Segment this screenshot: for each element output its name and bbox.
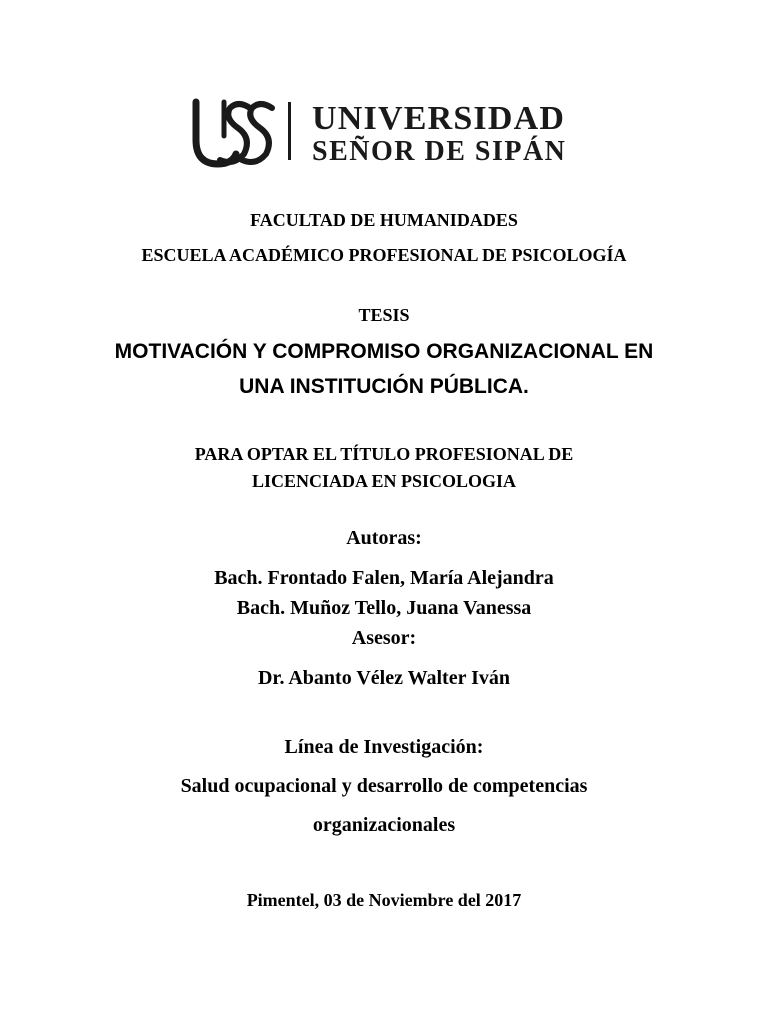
degree-purpose-line2: LICENCIADA EN PSICOLOGIA (251, 471, 517, 491)
university-name-line2: SEÑOR DE SIPÁN (312, 136, 567, 167)
university-name-line1: UNIVERSIDAD (312, 100, 566, 137)
uss-monogram-icon (188, 96, 278, 172)
logo-divider (288, 102, 291, 160)
research-line-text-2: organizacionales (312, 814, 456, 836)
faculty-heading: FACULTAD DE HUMANIDADES (250, 210, 518, 230)
advisor-label: Asesor: (351, 627, 417, 649)
document-type: TESIS (358, 305, 410, 325)
thesis-title-line1: MOTIVACIÓN Y COMPROMISO ORGANIZACIONAL EN (114, 340, 654, 363)
author-name: Bach. Muñoz Tello, Juana Vanessa (236, 597, 532, 619)
place-and-date: Pimentel, 03 de Noviembre del 2017 (246, 890, 522, 910)
university-logo (188, 96, 578, 172)
thesis-title-line2: UNA INSTITUCIÓN PÚBLICA. (239, 375, 529, 398)
author-name: Bach. Frontado Falen, María Alejandra (214, 567, 554, 589)
degree-purpose-line1: PARA OPTAR EL TÍTULO PROFESIONAL DE (194, 444, 574, 464)
research-line-label: Línea de Investigación: (284, 736, 484, 758)
authors-label: Autoras: (346, 527, 422, 549)
school-heading: ESCUELA ACADÉMICO PROFESIONAL DE PSICOLOGÍA (141, 245, 627, 265)
advisor-name: Dr. Abanto Vélez Walter Iván (257, 667, 511, 689)
research-line-text-1: Salud ocupacional y desarrollo de competencias (180, 775, 588, 797)
